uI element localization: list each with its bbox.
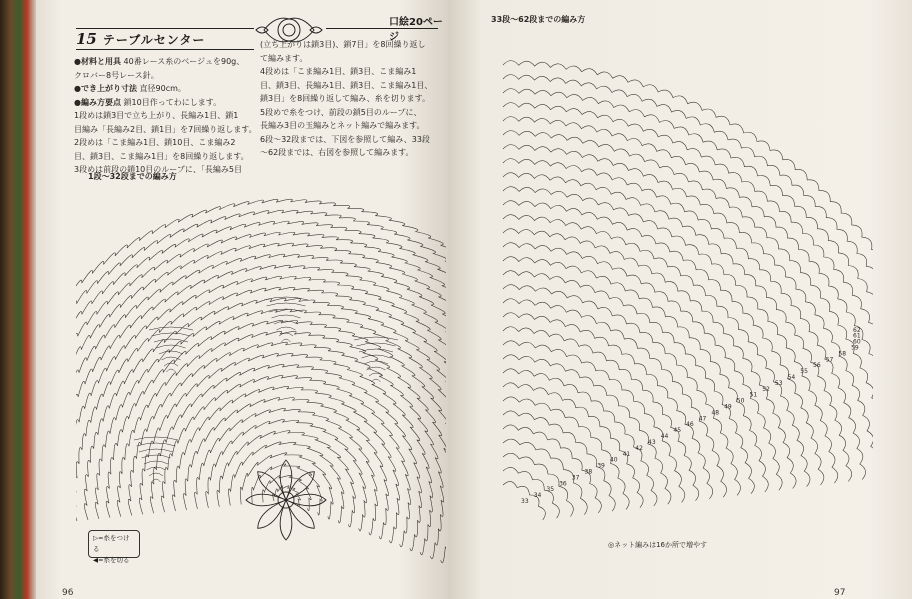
- row-number-label: 36: [559, 480, 567, 488]
- row-number-label: 56: [813, 362, 821, 370]
- instruction-line: ●でき上がり寸法 直径90cm。: [74, 84, 186, 93]
- doily-lines: [76, 199, 446, 580]
- left-page: [36, 0, 448, 599]
- crochet-diagram-rounds-1-32: [76, 180, 446, 580]
- row-number-label: 39: [597, 462, 605, 470]
- row-number-label: 40: [609, 456, 618, 464]
- instruction-line: 5段めで糸をつけ、前段の鎖5目のループに、: [260, 107, 422, 117]
- instruction-line: 目編み「長編み2目、鎖1目」を7回繰り返します。: [74, 124, 257, 134]
- net-stitch-arcs: [503, 61, 873, 520]
- row-number-label: 58: [838, 350, 847, 358]
- row-number-label: 55: [800, 368, 808, 376]
- instructions-column-1: [74, 55, 260, 177]
- net-stitch-note: ◎ネット編みは16か所で増やす: [608, 541, 708, 549]
- row-number-label: 61: [853, 332, 861, 340]
- row-number-label: 59: [851, 344, 859, 352]
- instruction-line: 2段めは「こま編み1目、鎖10目、こま編み2: [74, 138, 236, 147]
- legend-cut-yarn: ◀=糸を切る: [93, 556, 130, 564]
- row-number-label: 62: [853, 326, 861, 334]
- instruction-line: ●編み方要点 鎖10目作ってわにします。: [74, 97, 222, 107]
- page-number-left: 96: [62, 588, 74, 598]
- legend-box: [88, 530, 140, 564]
- row-number-label: 60: [853, 338, 861, 346]
- instructions-column-2: [260, 38, 444, 160]
- row-number-label: 54: [787, 374, 796, 381]
- row-number-label: 53: [774, 379, 783, 387]
- instruction-line: 鎖3目」を8回繰り返して編み、糸を切ります。: [260, 94, 431, 103]
- row-number-label: 51: [749, 391, 758, 399]
- pattern-title-text: テーブルセンター: [102, 32, 206, 47]
- row-number-label: 49: [724, 403, 732, 411]
- instruction-line: (立ち上がりは鎖3目)、鎖7目」を8回繰り返し: [260, 40, 426, 49]
- instruction-line: 目、鎖3目、こま編み1目」を8回繰り返します。: [74, 151, 249, 161]
- row-number-label: 57: [825, 356, 834, 364]
- instruction-line: 長編み3目の玉編みとネット編みで編みます。: [260, 121, 425, 130]
- row-number-label: 45: [673, 427, 682, 435]
- row-number-label: 42: [635, 444, 643, 452]
- right-page: [448, 0, 872, 599]
- instruction-line: 3段めは前段の鎖10目のループに、「長編み5目: [74, 165, 242, 174]
- row-number-label: 47: [698, 415, 707, 423]
- reference-label: 口絵20ページ: [389, 17, 443, 43]
- row-number-label: 37: [571, 474, 580, 482]
- instruction-line: クロバー8号レース針。: [74, 70, 159, 80]
- instruction-line: ～62段までは、右図を参照して編みます。: [260, 148, 414, 157]
- instruction-line: ●材料と用具 40番レース糸のベージュを90g、: [74, 57, 245, 66]
- legend-attach-yarn: ▷=糸をつける: [93, 534, 130, 553]
- center-flower-icon: [246, 460, 326, 540]
- instruction-line: 目、鎖3目、長編み1目、鎖3目、こま編み1目、: [260, 80, 433, 90]
- instruction-line: 1段めは鎖3目で立ち上がり、長編み1目、鎖1: [74, 111, 239, 120]
- chart-caption-rounds-33-62: 33段～62段までの編み方: [491, 15, 586, 24]
- row-number-label: 43: [648, 439, 656, 446]
- instruction-line: 4段めは「こま編み1目、鎖3目、こま編み1: [260, 67, 417, 76]
- row-number-label: 52: [762, 385, 770, 393]
- row-number-label: 41: [622, 450, 631, 458]
- book-spine: [0, 0, 36, 599]
- row-number-label: 48: [711, 409, 720, 417]
- row-number-label: 44: [660, 433, 669, 441]
- pattern-title: [76, 28, 254, 50]
- row-number-label: 38: [584, 468, 593, 476]
- crochet-diagram-rounds-33-62: [493, 25, 873, 545]
- row-number-label: 34: [533, 492, 542, 500]
- row-number-label: 50: [736, 397, 745, 405]
- chart-caption-rounds-1-32: 1段～32段までの編み方: [88, 172, 177, 181]
- instruction-line: 6段～32段までは、下図を参照して編み、33段: [260, 134, 430, 144]
- row-number-label: 46: [686, 421, 694, 429]
- row-number-label: 33: [521, 498, 529, 505]
- row-number-label: 35: [546, 486, 555, 494]
- background-surface: [870, 0, 912, 599]
- pattern-number: 15: [76, 30, 97, 48]
- page-number-right: 97: [834, 588, 846, 598]
- instruction-line: て編みます。: [260, 53, 308, 63]
